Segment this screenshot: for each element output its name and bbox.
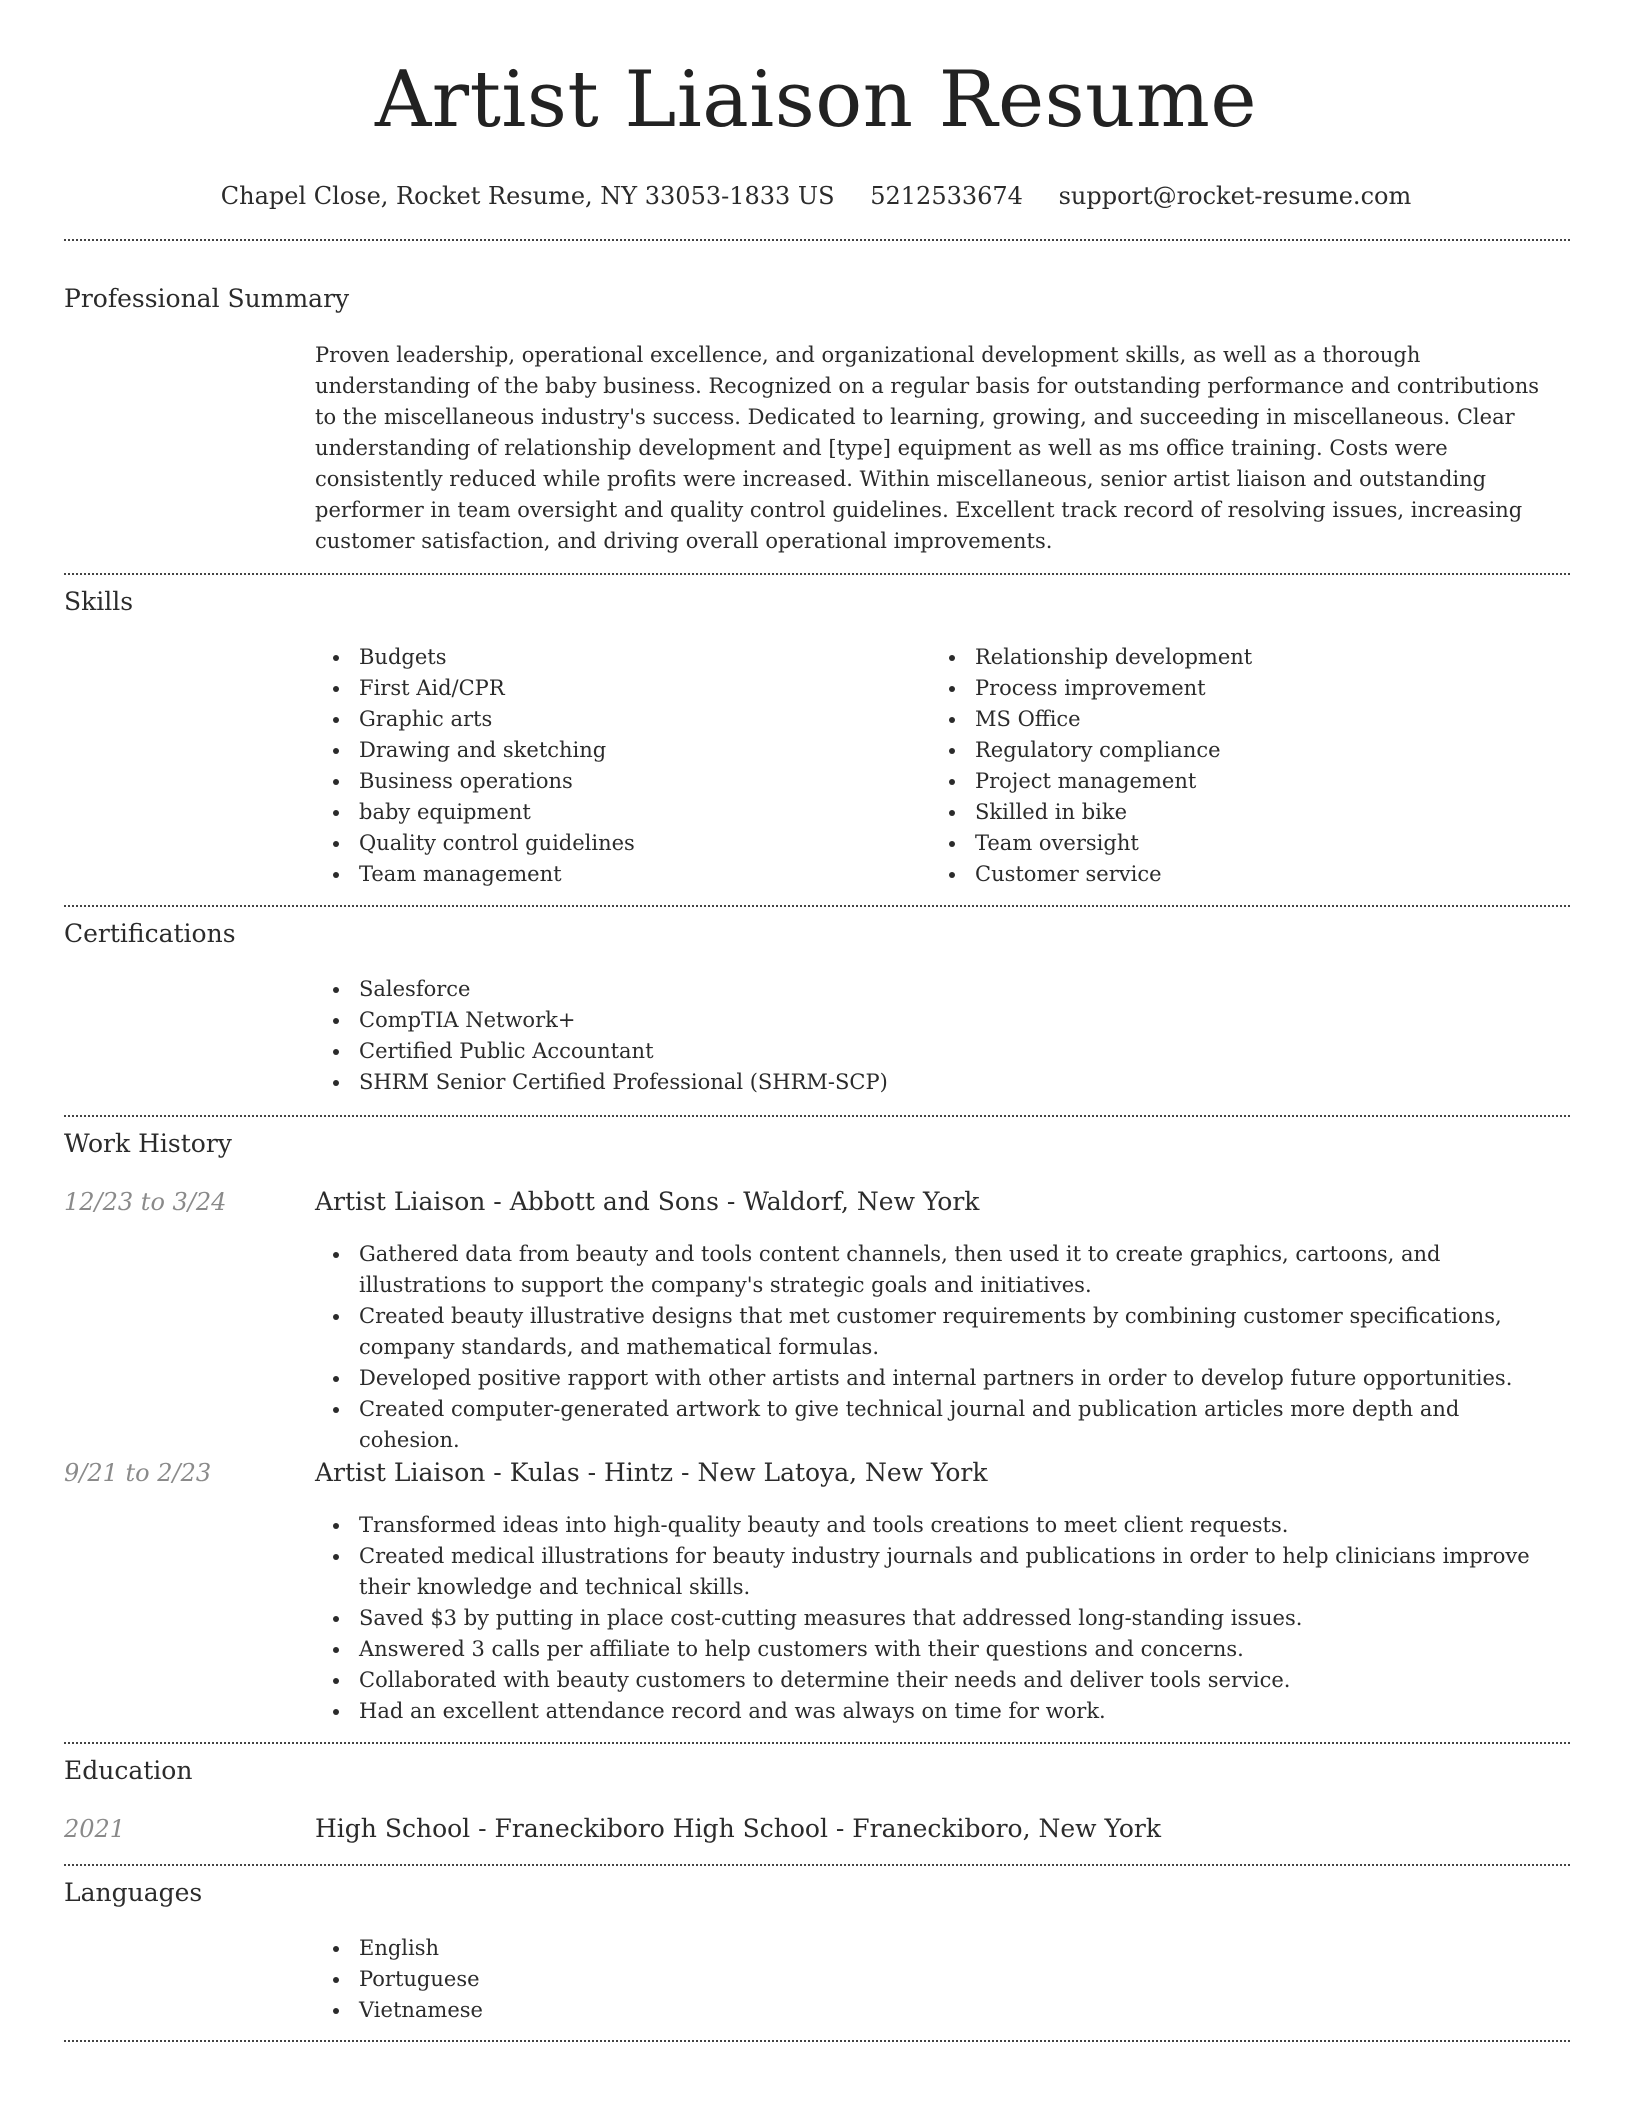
list-item: Created medical illustrations for beauty industry journals and publications in order to help clinicians improve their knowledge and technical skills.: [315, 1541, 1560, 1603]
divider: [64, 1742, 1570, 1744]
divider: [64, 905, 1570, 907]
job-dates: 12/23 to 3/24: [64, 1188, 227, 1216]
list-item: Customer service: [931, 859, 1547, 890]
list-item: MS Office: [931, 704, 1547, 735]
resume-header: [0, 0, 1632, 212]
list-item: Regulatory compliance: [931, 735, 1547, 766]
job-bullets: [315, 1239, 1560, 1456]
list-item: Salesforce: [315, 974, 1560, 1005]
list-item: Relationship development: [931, 642, 1547, 673]
list-item: Saved $3 by putting in place cost-cutting measures that addressed long-standing issues.: [315, 1603, 1560, 1634]
section-heading-languages: Languages: [64, 1878, 203, 1907]
education-year: 2021: [64, 1815, 126, 1843]
divider: [64, 573, 1570, 575]
languages-items: [315, 1933, 1560, 2026]
job-title: Artist Liaison - Abbott and Sons - Waldorf, New York: [315, 1187, 980, 1216]
list-item: Quality control guidelines: [315, 828, 931, 859]
section-heading-certifications: Certifications: [64, 919, 236, 948]
skills-list: [315, 642, 1560, 890]
divider: [64, 2040, 1570, 2042]
section-heading-skills: Skills: [64, 587, 134, 616]
list-item: English: [315, 1933, 1560, 1964]
divider: [64, 239, 1570, 241]
list-item: Certified Public Accountant: [315, 1036, 1560, 1067]
certifications-list: [315, 974, 1560, 1098]
list-item: Graphic arts: [315, 704, 931, 735]
list-item: Portuguese: [315, 1964, 1560, 1995]
list-item: Vietnamese: [315, 1995, 1560, 2026]
job-bullet-list: [315, 1239, 1560, 1456]
section-heading-summary: Professional Summary: [64, 284, 350, 313]
job-title: Artist Liaison - Kulas - Hintz - New Latoya, New York: [315, 1458, 988, 1487]
list-item: Drawing and sketching: [315, 735, 931, 766]
list-item: Project management: [931, 766, 1547, 797]
section-heading-education: Education: [64, 1756, 193, 1785]
skills-column-right: [931, 642, 1547, 890]
list-item: CompTIA Network+: [315, 1005, 1560, 1036]
page-title: Artist Liaison Resume: [374, 55, 1258, 145]
list-item: SHRM Senior Certified Professional (SHRM-SCP): [315, 1067, 1560, 1098]
divider: [64, 1864, 1570, 1866]
job-bullet-list: [315, 1510, 1560, 1727]
list-item: Answered 3 calls per affiliate to help customers with their questions and concerns.: [315, 1634, 1560, 1665]
summary-body: [315, 340, 1560, 557]
list-item: Budgets: [315, 642, 931, 673]
list-item: Had an excellent attendance record and was always on time for work.: [315, 1696, 1560, 1727]
contact-phone: 5212533674: [870, 182, 1023, 210]
contact-address: Chapel Close, Rocket Resume, NY 33053-1833 US: [220, 182, 835, 210]
list-item: Business operations: [315, 766, 931, 797]
certifications-items: [315, 974, 1560, 1098]
list-item: baby equipment: [315, 797, 931, 828]
job-bullets: [315, 1510, 1560, 1727]
summary-text: Proven leadership, operational excellence, and organizational development skills, as well as a thorough understanding of the baby business. Recognized on a regular basis for outstanding performance and contributions to the miscellaneous industry's success. Dedicated to learning, growing, and succeeding in miscellaneous. Clear understanding of relationship development and [type] equipment as well as ms office training. Costs were consistently reduced while profits were increased. Within miscellaneous, senior artist liaison and outstanding performer in team oversight and quality control guidelines. Excellent track record of resolving issues, increasing customer satisfaction, and driving overall operational improvements.: [315, 343, 1540, 553]
list-item: Skilled in bike: [931, 797, 1547, 828]
list-item: Team oversight: [931, 828, 1547, 859]
contact-email: support@rocket-resume.com: [1058, 182, 1412, 210]
list-item: First Aid/CPR: [315, 673, 931, 704]
divider: [64, 1115, 1570, 1117]
skills-column-left: [315, 642, 931, 890]
job-dates: 9/21 to 2/23: [64, 1459, 212, 1487]
list-item: Process improvement: [931, 673, 1547, 704]
list-item: Developed positive rapport with other artists and internal partners in order to develop future opportunities.: [315, 1363, 1560, 1394]
list-item: Transformed ideas into high-quality beauty and tools creations to meet client requests.: [315, 1510, 1560, 1541]
languages-list: [315, 1933, 1560, 2026]
list-item: Created computer-generated artwork to give technical journal and publication articles more depth and cohesion.: [315, 1394, 1560, 1456]
contact-line: [0, 180, 1632, 212]
list-item: Created beauty illustrative designs that met customer requirements by combining customer specifications, company standards, and mathematical formulas.: [315, 1301, 1560, 1363]
list-item: Collaborated with beauty customers to determine their needs and deliver tools service.: [315, 1665, 1560, 1696]
list-item: Team management: [315, 859, 931, 890]
education-entry: High School - Franeckiboro High School - Franeckiboro, New York: [315, 1814, 1161, 1843]
list-item: Gathered data from beauty and tools content channels, then used it to create graphics, cartoons, and illustrations to support the company's strategic goals and initiatives.: [315, 1239, 1560, 1301]
section-heading-work: Work History: [64, 1129, 232, 1158]
